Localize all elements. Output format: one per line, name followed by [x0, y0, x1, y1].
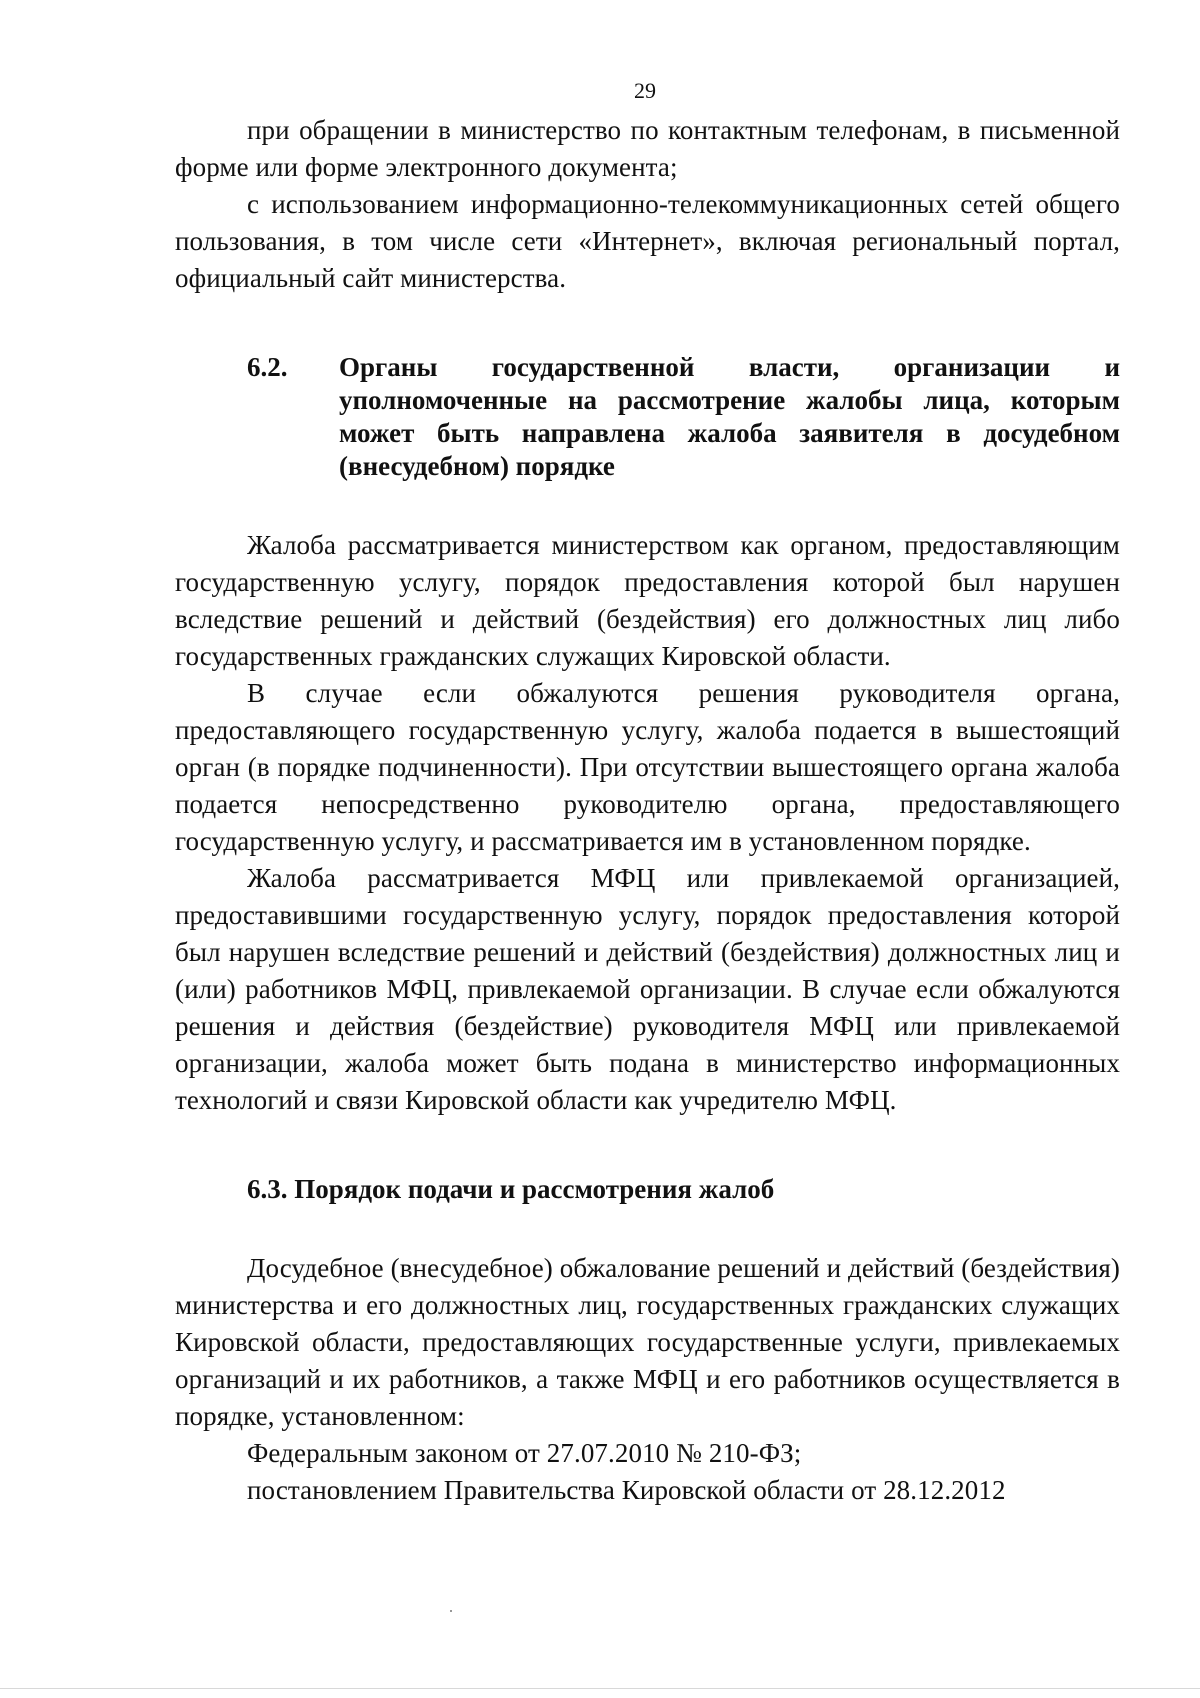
spacer: [175, 297, 1120, 351]
paragraph: при обращении в министерство по контактным телефонам, в письменной форме или форме электронного документа;: [175, 115, 1120, 182]
section-title: Органы государственной власти, организации и уполномоченные на рассмотрение жалобы лица, которым может быть направлена жалоба заявителя в досудебном (внесудебном) порядке: [339, 352, 1120, 481]
paragraph: Жалоба рассматривается министерством как органом, предоставляющим государственную услугу, порядок предоставления которой был нарушен вследствие решений и действий (бездействия) его должностных лиц либо государственных гражданских служащих Кировской области.: [175, 530, 1120, 671]
spacer: [175, 1119, 1120, 1173]
spacer: [175, 483, 1120, 527]
paragraph: Досудебное (внесудебное) обжалование решений и действий (бездействия) министерства и его должностных лиц, государственных гражданских служащих Кировской области, предоставляющих государственные услуги, привлекаемых организаций и их работников, а также МФЦ и его работников осуществляется в порядке, установленном:: [175, 1253, 1120, 1431]
scan-edge-line: [0, 1688, 1200, 1689]
paragraph: В случае если обжалуются решения руководителя органа, предоставляющего государственную услугу, жалоба подается в вышестоящий орган (в порядке подчиненности). При отсутствии вышестоящего органа жалоба подается непосредственно руководителю органа, предоставляющего государственную услугу, и рассматривается им в установленном порядке.: [175, 678, 1120, 856]
section-heading-6-3: [175, 1173, 1120, 1206]
page-number: 29: [634, 78, 656, 103]
paragraph: постановлением Правительства Кировской области от 28.12.2012: [247, 1475, 1006, 1505]
paragraph: Жалоба рассматривается МФЦ или привлекаемой организацией, предоставившими государственную услугу, порядок предоставления которой был нарушен вследствие решений и действий (бездействия) должностных лиц и (или) работников МФЦ, привлекаемой организации. В случае если обжалуются решения и действия (бездействие) руководителя МФЦ или привлекаемой организации, жалоба может быть подана в министерство информационных технологий и связи Кировской области как учредителю МФЦ.: [175, 863, 1120, 1115]
spacer: [175, 1206, 1120, 1250]
scan-speck: [450, 1610, 452, 1612]
document-body: [175, 112, 1120, 1509]
section-heading-6-2: [175, 351, 1120, 483]
paragraph: с использованием информационно-телекоммуникационных сетей общего пользования, в том числе сети «Интернет», включая региональный портал, официальный сайт министерства.: [175, 189, 1120, 293]
section-title: 6.3. Порядок подачи и рассмотрения жалоб: [247, 1174, 775, 1204]
section-number: 6.2.: [247, 352, 288, 382]
paragraph: Федеральным законом от 27.07.2010 № 210-ФЗ;: [247, 1438, 802, 1468]
